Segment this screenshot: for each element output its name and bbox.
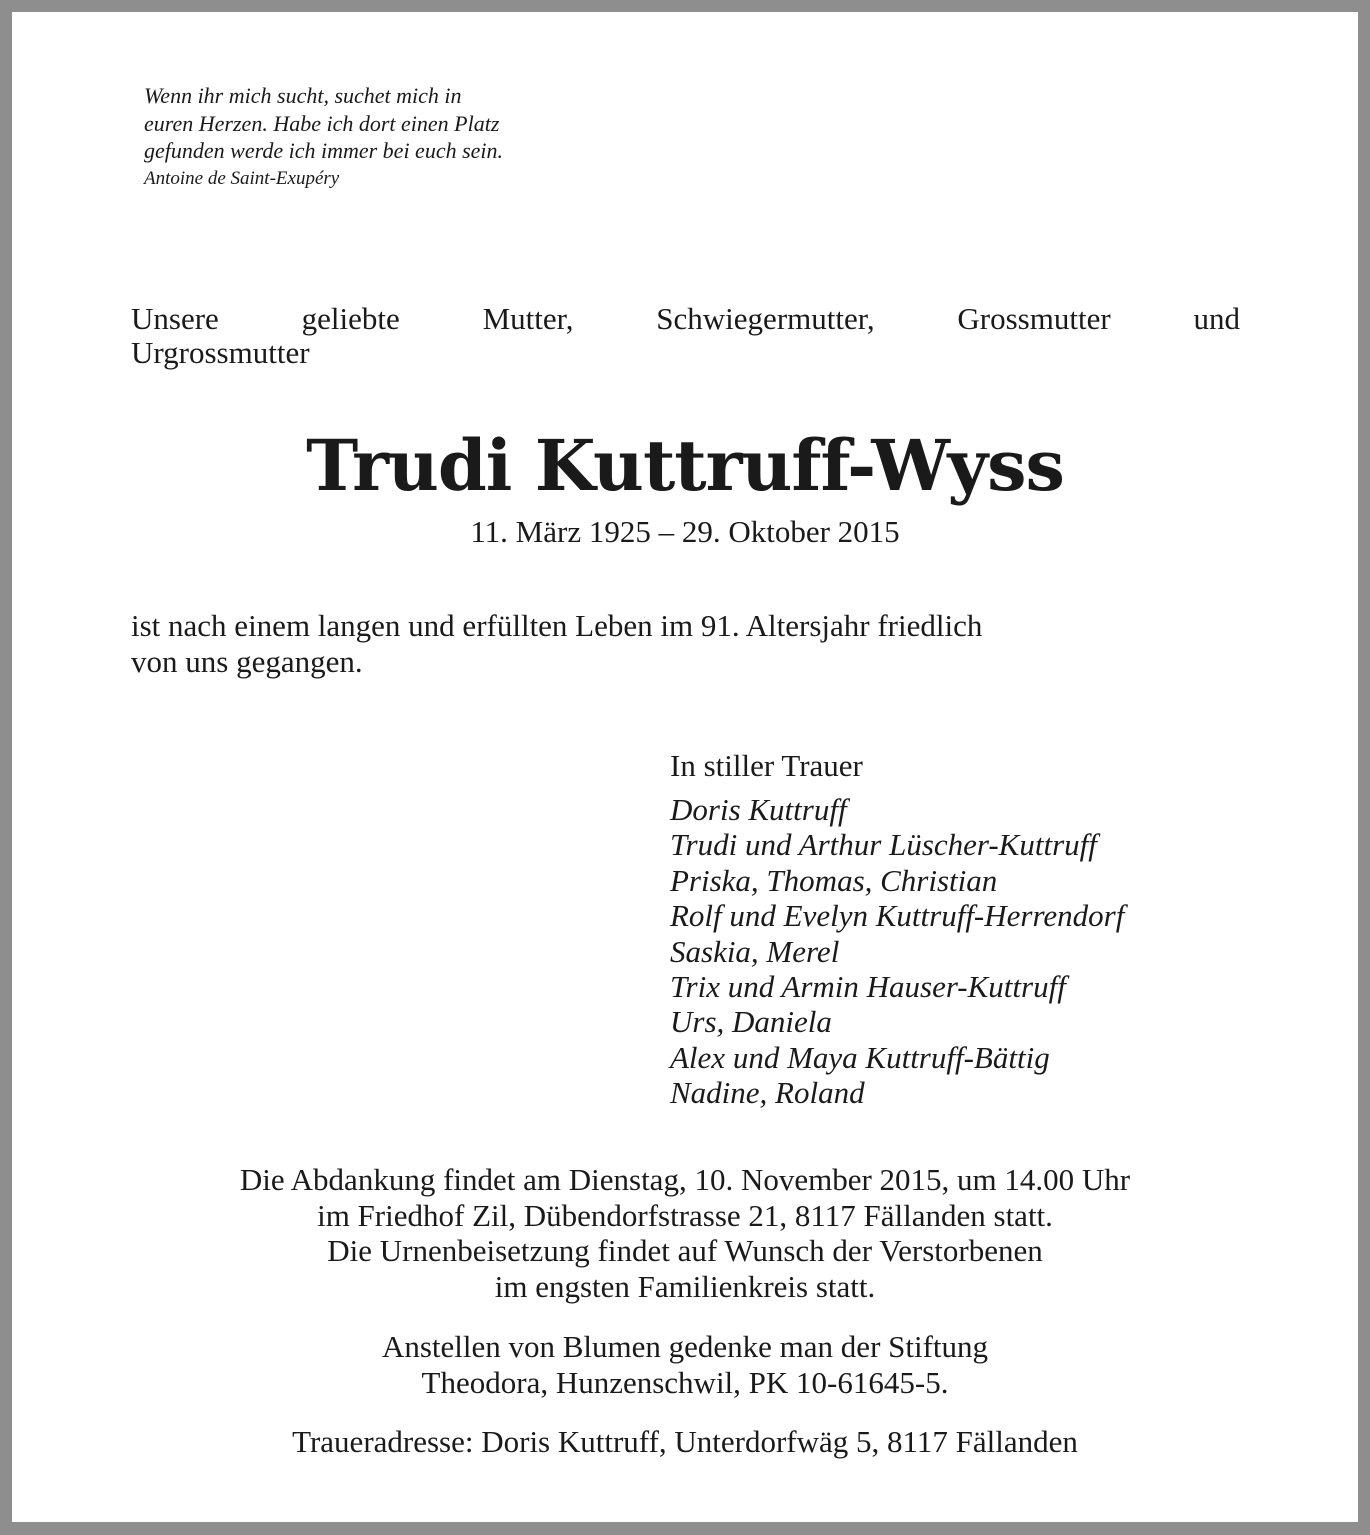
intro-line-1 bbox=[131, 302, 1240, 336]
intro-line-2: Urgrossmutter bbox=[131, 335, 310, 370]
obituary-page bbox=[12, 12, 1358, 1522]
service-line: im Friedhof Zil, Dübendorfstrasse 21, 8117 Fällanden statt. bbox=[317, 1197, 1053, 1233]
intro-word: und bbox=[1193, 301, 1240, 336]
motto-author: Antoine de Saint-Exupéry bbox=[144, 167, 340, 189]
mourner-name: Trix und Armin Hauser-Kuttruff bbox=[670, 969, 1066, 1005]
mourner-name: Priska, Thomas, Christian bbox=[670, 862, 998, 898]
service-line: im engsten Familienkreis statt. bbox=[494, 1268, 876, 1304]
intro-text bbox=[131, 302, 1240, 370]
motto-line: euren Herzen. Habe ich dort einen Platz bbox=[144, 110, 500, 136]
donation-line: Anstellen von Blumen gedenke man der Stiftung bbox=[381, 1329, 989, 1364]
mourner-name: Urs, Daniela bbox=[670, 1004, 832, 1040]
mourning-address: Traueradresse: Doris Kuttruff, Unterdorfwäg 5, 8117 Fällanden bbox=[292, 1424, 1078, 1459]
motto-line: Wenn ihr mich sucht, suchet mich in bbox=[144, 83, 462, 108]
mourner-name: Alex und Maya Kuttruff-Bättig bbox=[670, 1039, 1050, 1075]
mourners-block bbox=[670, 748, 1310, 1111]
mourner-name: Saskia, Merel bbox=[670, 933, 840, 969]
mourner-name: Trudi und Arthur Lüscher-Kuttruff bbox=[670, 827, 1097, 863]
motto-line: gefunden werde ich immer bei euch sein. bbox=[144, 138, 504, 163]
intro-word: Grossmutter bbox=[957, 301, 1111, 336]
mourner-name: Nadine, Roland bbox=[670, 1075, 865, 1111]
mourners-list bbox=[670, 792, 1310, 1111]
passing-text bbox=[131, 608, 1251, 680]
mourners-heading: In stiller Trauer bbox=[670, 748, 863, 783]
intro-word: Schwiegermutter, bbox=[656, 301, 875, 336]
life-dates: 11. März 1925 – 29. Oktober 2015 bbox=[470, 514, 900, 549]
motto-quote bbox=[144, 82, 664, 193]
intro-word: Mutter, bbox=[482, 301, 574, 336]
passing-line: von uns gegangen. bbox=[131, 644, 363, 679]
mourner-name: Rolf und Evelyn Kuttruff-Herrendorf bbox=[670, 898, 1125, 934]
donation-info bbox=[12, 1329, 1358, 1400]
deceased-name: Trudi Kuttruff-Wyss bbox=[306, 424, 1064, 507]
intro-word: Unsere bbox=[131, 301, 219, 336]
service-line: Die Abdankung findet am Dienstag, 10. November 2015, um 14.00 Uhr bbox=[239, 1162, 1131, 1197]
passing-line: ist nach einem langen und erfüllten Leben im 91. Altersjahr friedlich bbox=[131, 608, 983, 643]
service-line: Die Urnenbeisetzung findet auf Wunsch der Verstorbenen bbox=[327, 1233, 1043, 1268]
mourner-name: Doris Kuttruff bbox=[670, 792, 847, 827]
donation-line: Theodora, Hunzenschwil, PK 10-61645-5. bbox=[421, 1364, 949, 1400]
intro-word: geliebte bbox=[301, 301, 400, 336]
service-info bbox=[12, 1162, 1358, 1304]
